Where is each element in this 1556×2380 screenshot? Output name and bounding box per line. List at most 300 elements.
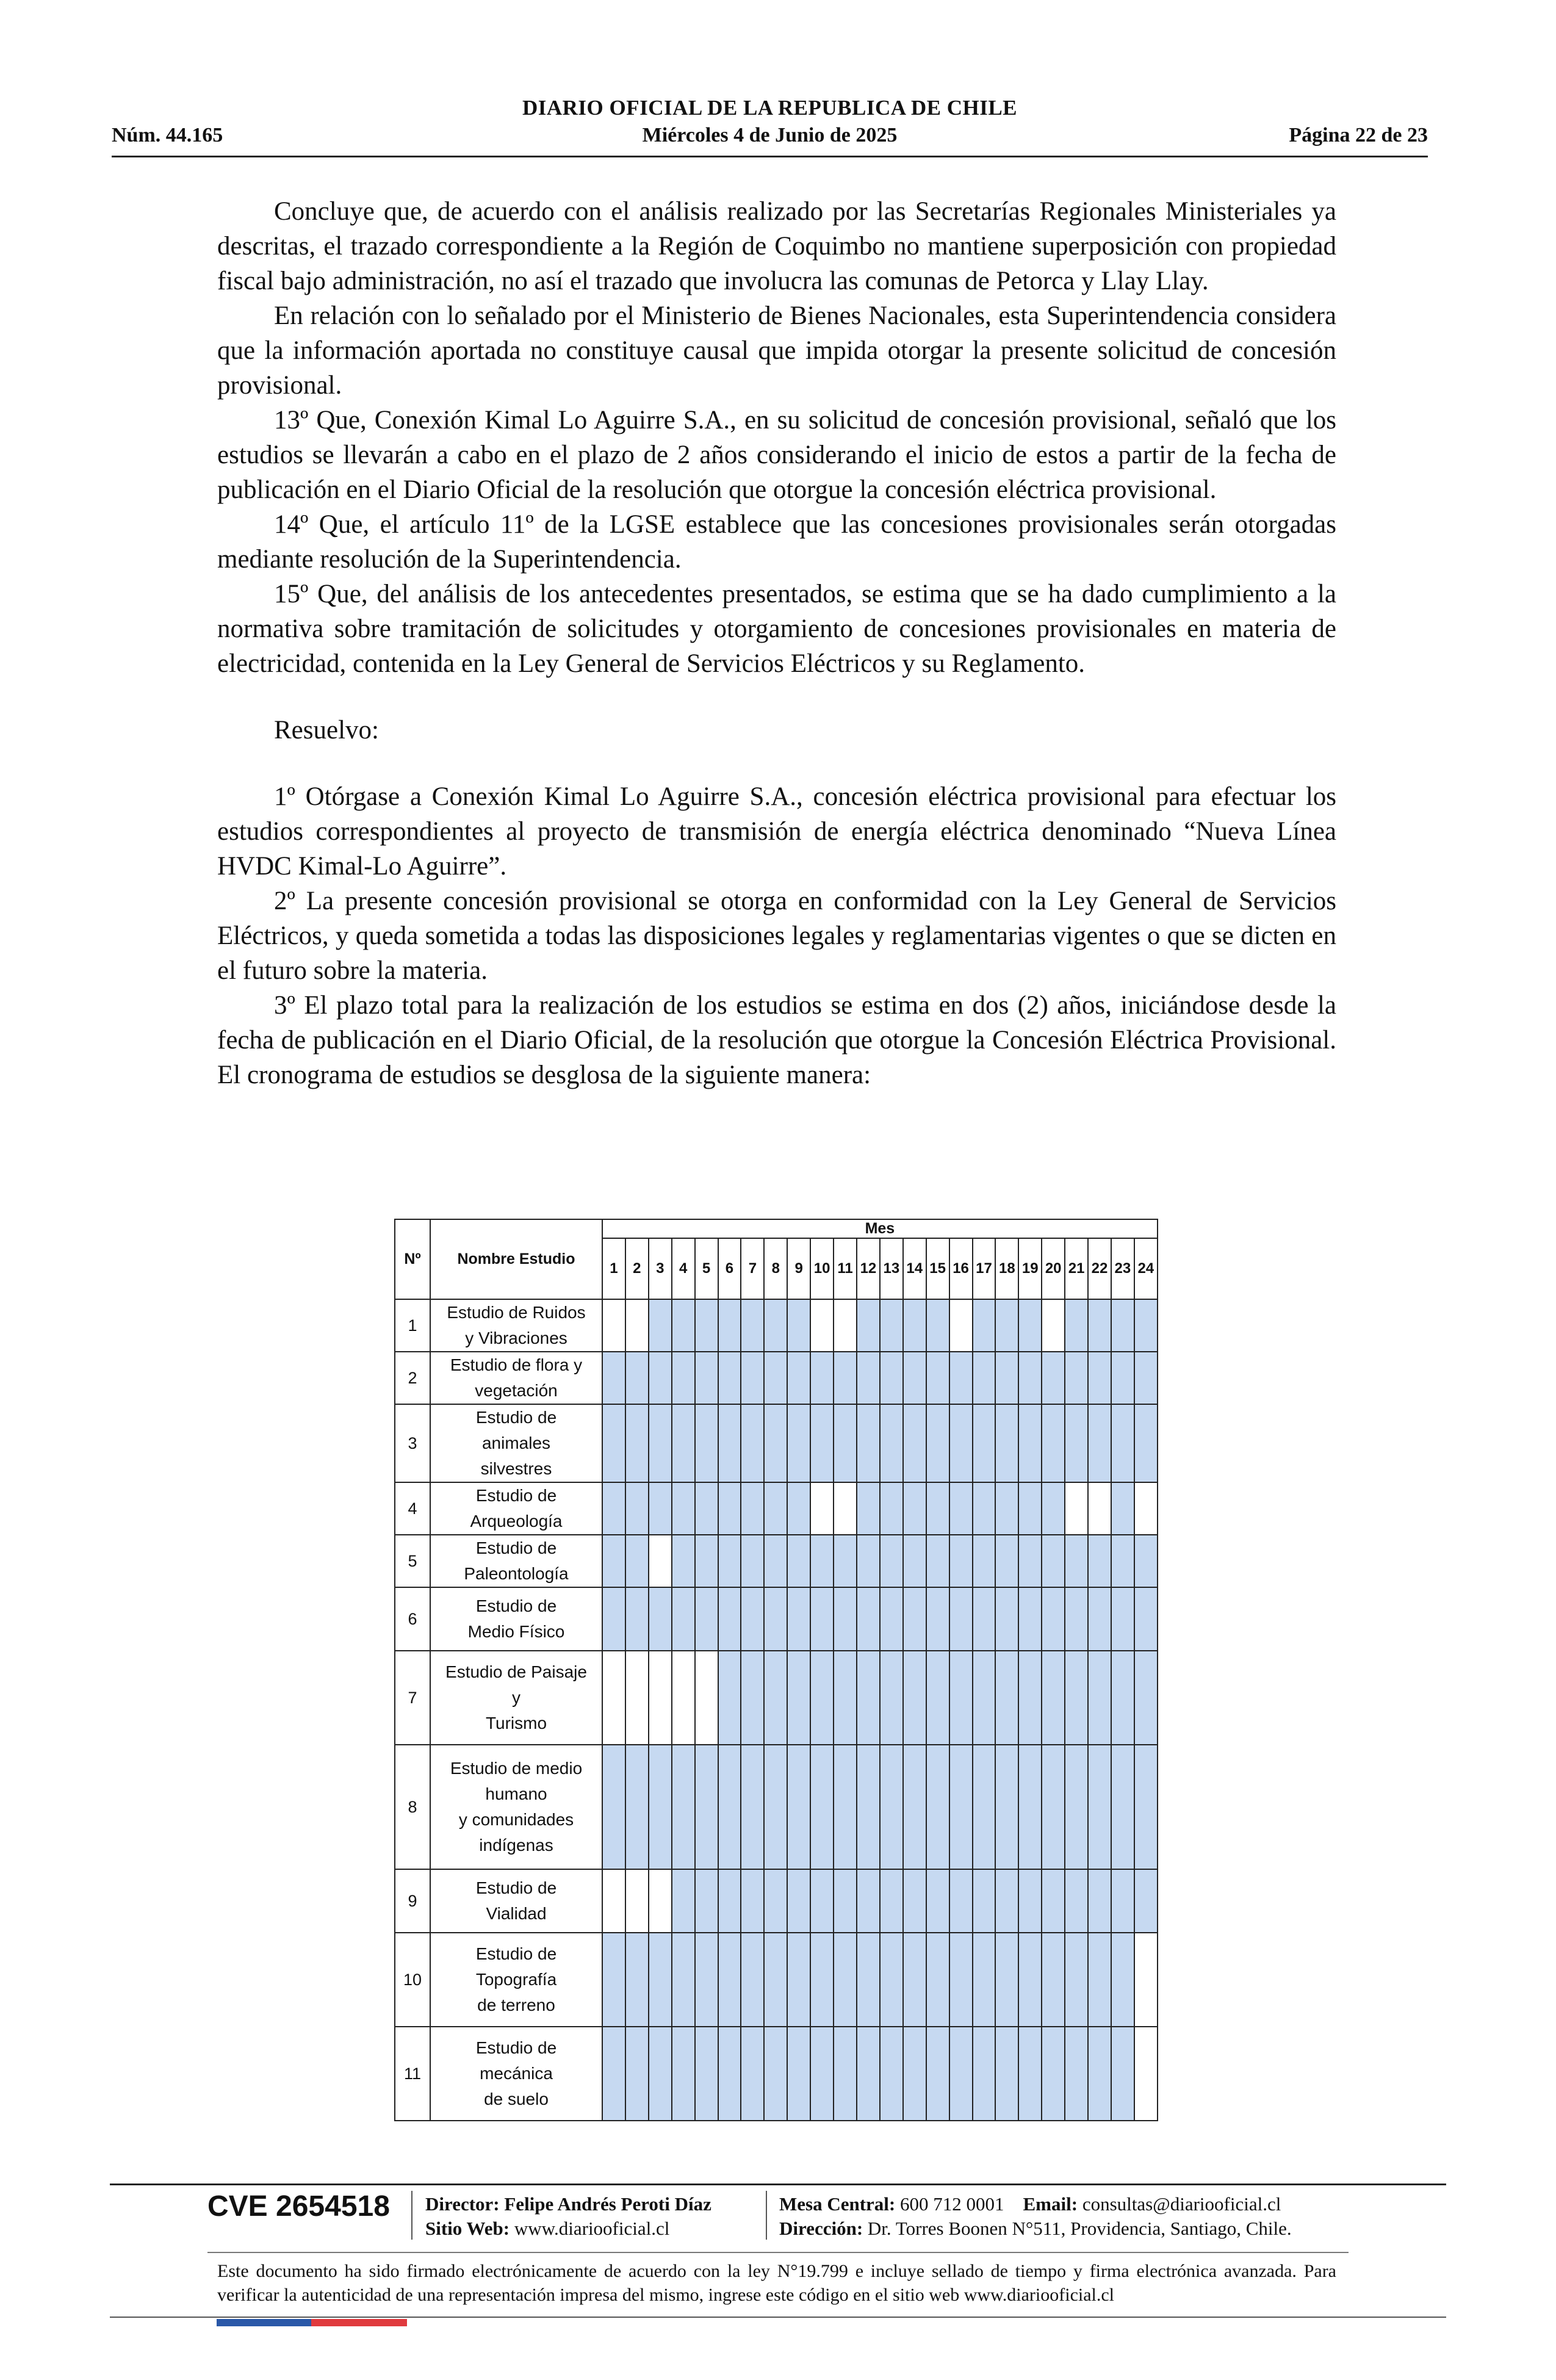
month-cell-active — [1111, 1651, 1134, 1745]
month-cell-active — [880, 1535, 903, 1587]
month-cell-active — [949, 1482, 973, 1535]
director-name: Felipe Andrés Peroti Díaz — [504, 2193, 711, 2215]
month-cell-active — [718, 2027, 741, 2121]
month-cell-active — [718, 1404, 741, 1482]
month-cell-active — [741, 2027, 764, 2121]
study-name-line: Estudio de — [475, 2038, 557, 2057]
month-cell-active — [949, 1535, 973, 1587]
month-cell-empty — [1065, 1482, 1088, 1535]
month-cell-active — [764, 1535, 787, 1587]
month-cell-active — [764, 1299, 787, 1352]
month-cell-active — [857, 1535, 880, 1587]
document-body — [217, 194, 1336, 1092]
month-cell-active — [602, 1535, 625, 1587]
month-cell-active — [973, 1482, 996, 1535]
month-cell-active — [764, 1869, 787, 1933]
cve-code: CVE 2654518 — [207, 2190, 390, 2223]
month-cell-active — [1088, 1352, 1111, 1404]
month-cell-active — [880, 1587, 903, 1651]
month-cell-active — [973, 1869, 996, 1933]
month-cell-active — [672, 1869, 695, 1933]
month-cell-active — [973, 1299, 996, 1352]
study-name-line: Estudio de — [475, 1944, 557, 1963]
month-cell-active — [834, 1587, 857, 1651]
footer-contact-block — [779, 2192, 1292, 2241]
month-cell-active — [857, 1482, 880, 1535]
month-cell-empty — [834, 1299, 857, 1352]
month-cell-active — [1065, 2027, 1088, 2121]
study-name-line: Turismo — [485, 1714, 547, 1733]
month-cell-active — [718, 1933, 741, 2027]
month-cell-active — [1111, 2027, 1134, 2121]
month-cell-active — [649, 1745, 672, 1869]
study-name-line: de suelo — [484, 2090, 549, 2108]
month-cell-active — [1042, 1651, 1065, 1745]
month-cell-active — [1018, 1352, 1042, 1404]
study-name — [430, 1869, 602, 1933]
month-cell-active — [787, 1535, 810, 1587]
month-cell-active — [649, 1482, 672, 1535]
issue-number: Núm. 44.165 — [112, 124, 223, 146]
month-cell-active — [695, 1869, 718, 1933]
month-cell-active — [903, 1869, 926, 1933]
month-cell-active — [1042, 1352, 1065, 1404]
month-cell-active — [787, 1299, 810, 1352]
month-cell-active — [672, 1482, 695, 1535]
month-cell-active — [1042, 1745, 1065, 1869]
phone-label: Mesa Central: — [779, 2193, 896, 2215]
month-cell-active — [1111, 1404, 1134, 1482]
month-cell-active — [1111, 1352, 1134, 1404]
month-cell-active — [787, 1933, 810, 2027]
month-cell-active — [695, 1745, 718, 1869]
month-cell-active — [695, 1587, 718, 1651]
director-label: Director: — [425, 2193, 500, 2215]
month-cell-active — [949, 1651, 973, 1745]
month-cell-active — [1134, 1404, 1158, 1482]
month-cell-active — [1088, 1299, 1111, 1352]
month-cell-active — [903, 2027, 926, 2121]
paragraph: En relación con lo señalado por el Ministerio de Bienes Nacionales, esta Superintendencia considera que la información aportada no constituye causal que impida otorgar la presente solicitud de concesión provisional. — [217, 301, 1336, 400]
month-cell-active — [834, 1745, 857, 1869]
month-cell-active — [741, 1869, 764, 1933]
month-cell-active — [834, 1535, 857, 1587]
study-number: 9 — [395, 1869, 430, 1933]
month-cell-empty — [1134, 2027, 1158, 2121]
month-cell-active — [903, 1535, 926, 1587]
month-cell-empty — [649, 1869, 672, 1933]
month-cell-active — [810, 1651, 834, 1745]
month-cell-active — [973, 1352, 996, 1404]
month-cell-active — [625, 1404, 649, 1482]
month-cell-active — [1111, 1933, 1134, 2027]
footer-bottom-divider — [110, 2317, 1446, 2318]
study-name — [430, 1404, 602, 1482]
month-cell-active — [857, 1745, 880, 1869]
month-cell-empty — [810, 1482, 834, 1535]
month-cell-active — [995, 1587, 1018, 1651]
study-number: 2 — [395, 1352, 430, 1404]
month-cell-active — [857, 1869, 880, 1933]
month-cell-active — [602, 1745, 625, 1869]
month-cell-active — [926, 1404, 949, 1482]
month-cell-active — [973, 1745, 996, 1869]
month-cell-active — [764, 1482, 787, 1535]
month-cell-active — [718, 1651, 741, 1745]
footer-divider — [110, 2183, 1446, 2185]
email-link[interactable]: consultas@diariooficial.cl — [1082, 2193, 1281, 2215]
month-cell-active — [695, 1933, 718, 2027]
month-cell-active — [1134, 1587, 1158, 1651]
month-header: 14 — [903, 1238, 926, 1299]
month-cell-active — [695, 1482, 718, 1535]
month-cell-active — [1018, 1587, 1042, 1651]
study-name — [430, 2027, 602, 2121]
month-header: 6 — [718, 1238, 741, 1299]
flag-stripe-blue — [217, 2319, 311, 2326]
website-label: Sitio Web: — [425, 2218, 510, 2239]
study-name — [430, 1299, 602, 1352]
month-cell-active — [625, 1745, 649, 1869]
study-number: 3 — [395, 1404, 430, 1482]
table-row — [395, 1869, 1158, 1933]
month-cell-active — [1065, 1404, 1088, 1482]
study-name-line: y comunidades — [458, 1810, 574, 1829]
table-row — [395, 2027, 1158, 2121]
month-cell-active — [1111, 1535, 1134, 1587]
month-header: 7 — [741, 1238, 764, 1299]
month-cell-active — [834, 1651, 857, 1745]
month-cell-active — [787, 1869, 810, 1933]
footer-separator — [766, 2191, 767, 2240]
study-name — [430, 1651, 602, 1745]
month-cell-active — [1111, 1869, 1134, 1933]
month-header: 10 — [810, 1238, 834, 1299]
month-cell-active — [810, 1404, 834, 1482]
website-link[interactable]: www.diariooficial.cl — [514, 2218, 670, 2239]
month-cell-active — [880, 1299, 903, 1352]
study-name — [430, 1745, 602, 1869]
study-name-line: indígenas — [479, 1836, 553, 1855]
month-cell-active — [625, 2027, 649, 2121]
month-cell-active — [880, 1482, 903, 1535]
month-cell-active — [649, 1587, 672, 1651]
month-cell-active — [857, 1587, 880, 1651]
month-cell-active — [695, 1299, 718, 1352]
month-cell-active — [926, 1352, 949, 1404]
month-cell-active — [810, 1352, 834, 1404]
month-cell-active — [602, 1933, 625, 2027]
month-cell-active — [787, 1404, 810, 1482]
month-cell-active — [718, 1869, 741, 1933]
month-cell-empty — [602, 1651, 625, 1745]
month-cell-active — [1018, 1482, 1042, 1535]
table-row — [395, 1299, 1158, 1352]
study-name-line: Estudio de — [475, 1596, 557, 1615]
month-cell-active — [649, 1933, 672, 2027]
month-cell-active — [995, 1352, 1018, 1404]
month-cell-active — [787, 2027, 810, 2121]
month-header: 1 — [602, 1238, 625, 1299]
month-cell-active — [764, 1745, 787, 1869]
month-cell-active — [672, 1299, 695, 1352]
study-name-line: Estudio de Ruidos — [447, 1303, 586, 1322]
month-cell-active — [764, 1352, 787, 1404]
month-cell-active — [903, 1587, 926, 1651]
month-cell-active — [903, 1404, 926, 1482]
month-cell-active — [1018, 1933, 1042, 2027]
study-name-line: Estudio de — [475, 1878, 557, 1897]
month-cell-active — [995, 1482, 1018, 1535]
resolution-heading: Resuelvo: — [274, 716, 379, 745]
address-text: Dr. Torres Boonen N°511, Providencia, Santiago, Chile. — [867, 2218, 1292, 2239]
paragraph: 13º Que, Conexión Kimal Lo Aguirre S.A., en su solicitud de concesión provisional, señaló que los estudios se llevarán a cabo en el plazo de 2 años considerando el inicio de estos a partir de la fecha de publicación en el Diario Oficial de la resolución que otorgue la concesión eléctrica provisional. — [217, 406, 1336, 504]
month-cell-active — [903, 1651, 926, 1745]
month-cell-active — [995, 1535, 1018, 1587]
month-cell-active — [787, 1587, 810, 1651]
month-cell-active — [741, 1651, 764, 1745]
study-name-line: animales — [481, 1433, 551, 1452]
flag-stripe-red — [311, 2319, 407, 2326]
month-header: 12 — [857, 1238, 880, 1299]
month-cell-active — [926, 1299, 949, 1352]
month-header: 19 — [1018, 1238, 1042, 1299]
study-name-line: Medio Físico — [467, 1622, 565, 1641]
month-header: 24 — [1134, 1238, 1158, 1299]
month-header: 9 — [787, 1238, 810, 1299]
study-name-line: y Vibraciones — [465, 1329, 567, 1347]
column-header-month-group: Mes — [602, 1219, 1158, 1238]
month-cell-active — [764, 1651, 787, 1745]
email-label: Email: — [1023, 2193, 1078, 2215]
month-cell-active — [1065, 1587, 1088, 1651]
month-cell-active — [949, 1745, 973, 1869]
month-cell-active — [926, 1587, 949, 1651]
month-cell-active — [1018, 2027, 1042, 2121]
month-header: 21 — [1065, 1238, 1088, 1299]
month-cell-active — [741, 1535, 764, 1587]
column-header-study-name: Nombre Estudio — [430, 1219, 602, 1299]
study-name-line: Estudio de Paisaje — [445, 1662, 587, 1681]
month-cell-active — [1042, 1535, 1065, 1587]
month-cell-active — [625, 1587, 649, 1651]
month-cell-empty — [1134, 1482, 1158, 1535]
month-cell-active — [1134, 1651, 1158, 1745]
month-cell-active — [810, 2027, 834, 2121]
month-cell-empty — [1134, 1933, 1158, 2027]
study-name-line: Estudio de — [475, 1538, 557, 1557]
month-cell-active — [810, 1587, 834, 1651]
study-name-line: mecánica — [480, 2064, 553, 2083]
page-header — [112, 95, 1428, 162]
month-cell-active — [764, 2027, 787, 2121]
month-cell-empty — [625, 1869, 649, 1933]
month-cell-active — [857, 2027, 880, 2121]
month-cell-active — [764, 1933, 787, 2027]
page-number: Página 22 de 23 — [1289, 124, 1428, 146]
month-cell-active — [880, 2027, 903, 2121]
month-cell-active — [602, 2027, 625, 2121]
month-cell-active — [741, 1745, 764, 1869]
month-cell-active — [834, 1869, 857, 1933]
month-header: 18 — [995, 1238, 1018, 1299]
month-cell-active — [810, 1745, 834, 1869]
month-cell-active — [834, 1404, 857, 1482]
month-cell-active — [695, 1535, 718, 1587]
paragraph: 2º La presente concesión provisional se otorga en conformidad con la Ley General de Servicios Eléctricos, y queda sometida a todas las disposiciones legales y reglamentarias vigentes o que se dicten en el futuro sobre la materia. — [217, 887, 1336, 985]
month-cell-active — [995, 2027, 1018, 2121]
month-cell-active — [741, 1299, 764, 1352]
month-cell-active — [1088, 1587, 1111, 1651]
month-cell-active — [741, 1482, 764, 1535]
month-header: 20 — [1042, 1238, 1065, 1299]
study-name — [430, 1587, 602, 1651]
study-name-line: Vialidad — [486, 1904, 547, 1923]
month-cell-empty — [625, 1651, 649, 1745]
month-cell-active — [973, 1651, 996, 1745]
month-cell-active — [787, 1352, 810, 1404]
month-cell-active — [741, 1352, 764, 1404]
month-cell-active — [1134, 1352, 1158, 1404]
footer-inner-divider — [207, 2252, 1349, 2253]
month-cell-active — [1088, 1745, 1111, 1869]
table-row — [395, 1535, 1158, 1587]
month-cell-active — [718, 1352, 741, 1404]
month-cell-active — [718, 1745, 741, 1869]
paragraph: Concluye que, de acuerdo con el análisis realizado por las Secretarías Regionales Ministeriales ya descritas, el trazado correspondiente a la Región de Coquimbo no mantiene superposición con propiedad fiscal bajo administración, no así el trazado que involucra las comunas de Petorca y Llay Llay. — [217, 197, 1336, 295]
month-cell-empty — [602, 1869, 625, 1933]
month-header: 22 — [1088, 1238, 1111, 1299]
month-cell-active — [649, 1299, 672, 1352]
month-cell-active — [973, 1535, 996, 1587]
month-cell-active — [995, 1299, 1018, 1352]
month-cell-active — [718, 1535, 741, 1587]
month-cell-active — [695, 1404, 718, 1482]
month-cell-empty — [834, 1482, 857, 1535]
month-cell-active — [903, 1482, 926, 1535]
month-cell-active — [973, 1933, 996, 2027]
month-cell-active — [602, 1587, 625, 1651]
month-cell-active — [903, 1299, 926, 1352]
month-cell-active — [995, 1745, 1018, 1869]
month-cell-active — [1018, 1651, 1042, 1745]
month-cell-active — [1065, 1745, 1088, 1869]
month-cell-active — [741, 1404, 764, 1482]
study-number: 8 — [395, 1745, 430, 1869]
month-cell-active — [672, 1587, 695, 1651]
study-number: 11 — [395, 2027, 430, 2121]
study-name-line: Estudio de flora y — [450, 1355, 583, 1374]
month-header: 4 — [672, 1238, 695, 1299]
month-cell-active — [1111, 1299, 1134, 1352]
month-cell-active — [1018, 1404, 1042, 1482]
month-cell-active — [1042, 1869, 1065, 1933]
month-cell-active — [857, 1651, 880, 1745]
month-cell-active — [764, 1587, 787, 1651]
month-cell-active — [995, 1651, 1018, 1745]
month-cell-active — [741, 1933, 764, 2027]
month-cell-active — [880, 1933, 903, 2027]
month-cell-active — [1042, 1482, 1065, 1535]
month-cell-empty — [695, 1651, 718, 1745]
month-cell-active — [926, 1651, 949, 1745]
month-cell-active — [718, 1482, 741, 1535]
study-name-line: silvestres — [480, 1459, 552, 1478]
month-cell-active — [672, 1933, 695, 2027]
month-cell-active — [602, 1352, 625, 1404]
month-cell-active — [973, 2027, 996, 2121]
study-name-line: Estudio de — [475, 1408, 557, 1427]
month-cell-empty — [649, 1651, 672, 1745]
month-cell-active — [834, 1352, 857, 1404]
month-cell-active — [1065, 1869, 1088, 1933]
month-cell-active — [1065, 1933, 1088, 2027]
paragraph: 3º El plazo total para la realización de los estudios se estima en dos (2) años, iniciándose desde la fecha de publicación en el Diario Oficial, de la resolución que otorgue la Concesión Eléctrica Provisional. El cronograma de estudios se desglosa de la siguiente manera: — [217, 991, 1336, 1089]
paragraph: 15º Que, del análisis de los antecedentes presentados, se estima que se ha dado cumplimiento a la normativa sobre tramitación de solicitudes y otorgamiento de concesiones provisionales en materia de electricidad, contenida en la Ley General de Servicios Eléctricos y su Reglamento. — [217, 580, 1336, 678]
month-cell-active — [857, 1404, 880, 1482]
month-cell-active — [973, 1404, 996, 1482]
study-name-line: humano — [485, 1784, 547, 1803]
month-cell-active — [625, 1535, 649, 1587]
address-label: Dirección: — [779, 2218, 863, 2239]
month-cell-active — [695, 2027, 718, 2121]
study-name-line: Estudio de — [475, 1486, 557, 1505]
study-number: 5 — [395, 1535, 430, 1587]
month-cell-active — [625, 1352, 649, 1404]
footer-director-block — [425, 2192, 711, 2241]
month-cell-active — [949, 1933, 973, 2027]
month-cell-active — [926, 2027, 949, 2121]
month-cell-active — [880, 1651, 903, 1745]
month-cell-empty — [649, 1535, 672, 1587]
month-cell-active — [741, 1587, 764, 1651]
month-cell-active — [973, 1587, 996, 1651]
newspaper-title: DIARIO OFICIAL DE LA REPUBLICA DE CHILE — [522, 96, 1018, 120]
month-cell-active — [787, 1482, 810, 1535]
month-cell-active — [1111, 1587, 1134, 1651]
month-header: 3 — [649, 1238, 672, 1299]
month-cell-active — [1134, 1535, 1158, 1587]
month-cell-active — [602, 1482, 625, 1535]
month-cell-active — [1042, 2027, 1065, 2121]
month-cell-active — [787, 1745, 810, 1869]
month-cell-active — [834, 2027, 857, 2121]
issue-date: Miércoles 4 de Junio de 2025 — [642, 124, 898, 146]
month-cell-active — [718, 1299, 741, 1352]
study-name — [430, 1535, 602, 1587]
month-cell-active — [949, 1587, 973, 1651]
table-row — [395, 1352, 1158, 1404]
month-cell-active — [1042, 1933, 1065, 2027]
month-cell-active — [1111, 1745, 1134, 1869]
month-header: 23 — [1111, 1238, 1134, 1299]
month-header: 2 — [625, 1238, 649, 1299]
month-header: 15 — [926, 1238, 949, 1299]
header-divider — [112, 156, 1428, 157]
table-row — [395, 1933, 1158, 2027]
paragraph: 1º Otórgase a Conexión Kimal Lo Aguirre S.A., concesión eléctrica provisional para efectuar los estudios correspondientes al proyecto de transmisión de energía eléctrica denominado “Nueva Línea HVDC Kimal-Lo Aguirre”. — [217, 782, 1336, 881]
study-name-line: y — [512, 1688, 520, 1707]
month-cell-active — [672, 1404, 695, 1482]
month-cell-active — [1134, 1869, 1158, 1933]
month-cell-active — [995, 1404, 1018, 1482]
month-header: 17 — [973, 1238, 996, 1299]
month-cell-active — [1088, 1404, 1111, 1482]
month-cell-empty — [1088, 1482, 1111, 1535]
table-row — [395, 1745, 1158, 1869]
month-cell-active — [903, 1933, 926, 2027]
month-cell-active — [1134, 1745, 1158, 1869]
